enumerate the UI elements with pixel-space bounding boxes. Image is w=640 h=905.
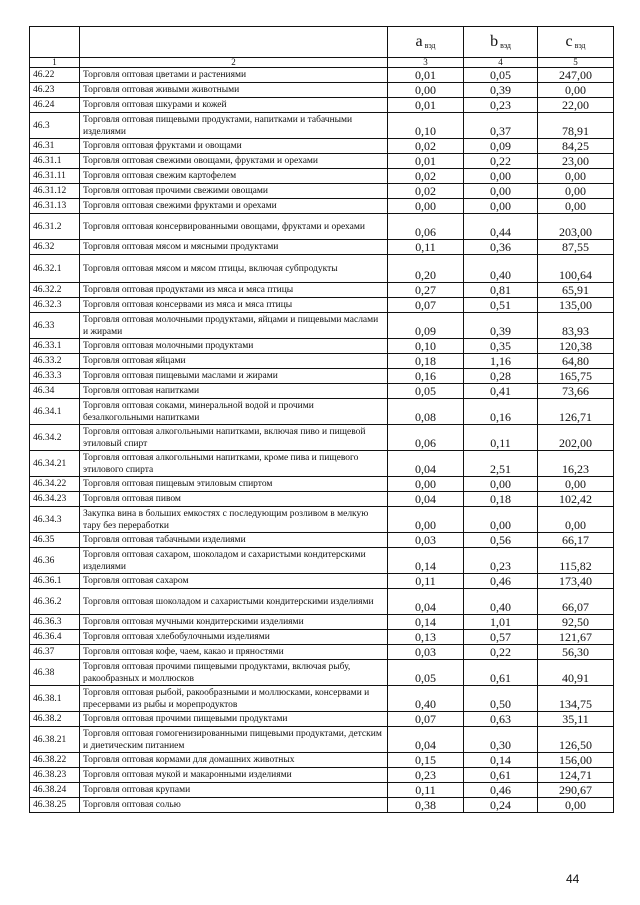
row-code: 46.31 — [30, 139, 80, 154]
row-value-b: 0,09 — [464, 139, 538, 154]
row-value-a: 0,02 — [388, 169, 464, 184]
row-value-b: 0,23 — [464, 548, 538, 574]
row-name: Торговля оптовая свежими овощами, фруктами и орехами — [80, 154, 388, 169]
row-name: Торговля оптовая кофе, чаем, какао и пряностями — [80, 645, 388, 660]
row-value-b: 2,51 — [464, 451, 538, 477]
row-code: 46.33.3 — [30, 369, 80, 384]
table-row — [30, 255, 614, 283]
row-name: Торговля оптовая солью — [80, 798, 388, 813]
row-value-b: 0,11 — [464, 425, 538, 451]
row-code: 46.36.3 — [30, 615, 80, 630]
row-value-c: 56,30 — [538, 645, 614, 660]
row-name: Торговля оптовая мясом и мясом птицы, включая субпродукты — [80, 255, 388, 283]
row-value-c: 87,55 — [538, 240, 614, 255]
row-value-b: 0,51 — [464, 298, 538, 313]
row-value-c: 134,75 — [538, 686, 614, 712]
row-value-c: 83,93 — [538, 313, 614, 339]
row-value-b: 0,00 — [464, 507, 538, 533]
row-name: Торговля оптовая рыбой, ракообразными и моллюсками, консервами и пресервами из рыбы и морепродуктов — [80, 686, 388, 712]
row-value-a: 0,01 — [388, 154, 464, 169]
row-value-b: 0,35 — [464, 339, 538, 354]
row-value-c: 173,40 — [538, 574, 614, 589]
row-value-b: 0,00 — [464, 169, 538, 184]
row-value-a: 0,05 — [388, 660, 464, 686]
row-value-a: 0,14 — [388, 548, 464, 574]
row-value-b: 0,41 — [464, 384, 538, 399]
row-code: 46.33.2 — [30, 354, 80, 369]
row-value-b: 1,01 — [464, 615, 538, 630]
row-code: 46.32.1 — [30, 255, 80, 283]
row-value-c: 66,17 — [538, 533, 614, 548]
row-code: 46.34 — [30, 384, 80, 399]
row-value-a: 0,06 — [388, 425, 464, 451]
row-value-b: 0,00 — [464, 477, 538, 492]
header-col-b — [464, 27, 538, 58]
table-row — [30, 399, 614, 425]
row-name: Торговля оптовая прочими свежими овощами — [80, 184, 388, 199]
row-value-b: 0,22 — [464, 154, 538, 169]
table-row — [30, 139, 614, 154]
table-row — [30, 240, 614, 255]
table-row — [30, 98, 614, 113]
row-code: 46.38.22 — [30, 753, 80, 768]
row-name: Торговля оптовая хлебобулочными изделиями — [80, 630, 388, 645]
row-code: 46.31.11 — [30, 169, 80, 184]
row-value-a: 0,02 — [388, 139, 464, 154]
row-value-c: 0,00 — [538, 798, 614, 813]
table-row — [30, 451, 614, 477]
row-value-a: 0,00 — [388, 477, 464, 492]
table-body — [30, 68, 614, 813]
row-value-c: 165,75 — [538, 369, 614, 384]
row-value-b: 0,81 — [464, 283, 538, 298]
table-row — [30, 83, 614, 98]
row-value-c: 65,91 — [538, 283, 614, 298]
header-code — [30, 27, 80, 58]
table-row — [30, 354, 614, 369]
column-number: 3 — [388, 58, 464, 68]
row-value-b: 0,23 — [464, 98, 538, 113]
row-value-b: 0,36 — [464, 240, 538, 255]
row-value-a: 0,20 — [388, 255, 464, 283]
row-name: Торговля оптовая табачными изделиями — [80, 533, 388, 548]
row-name: Торговля оптовая кормами для домашних животных — [80, 753, 388, 768]
row-code: 46.34.2 — [30, 425, 80, 451]
row-value-c: 0,00 — [538, 477, 614, 492]
row-code: 46.22 — [30, 68, 80, 83]
row-value-c: 156,00 — [538, 753, 614, 768]
table-row — [30, 615, 614, 630]
row-name: Торговля оптовая мукой и макаронными изделиями — [80, 768, 388, 783]
table-row — [30, 783, 614, 798]
table-row — [30, 477, 614, 492]
row-value-a: 0,14 — [388, 615, 464, 630]
row-value-a: 0,11 — [388, 574, 464, 589]
row-name: Торговля оптовая свежим картофелем — [80, 169, 388, 184]
table-row — [30, 154, 614, 169]
row-code: 46.34.1 — [30, 399, 80, 425]
table-row — [30, 660, 614, 686]
row-code: 46.35 — [30, 533, 80, 548]
row-name: Торговля оптовая пищевым этиловым спиртом — [80, 477, 388, 492]
row-value-a: 0,00 — [388, 507, 464, 533]
row-code: 46.34.21 — [30, 451, 80, 477]
row-name: Торговля оптовая крупами — [80, 783, 388, 798]
row-value-a: 0,11 — [388, 783, 464, 798]
row-value-a: 0,16 — [388, 369, 464, 384]
table-row — [30, 184, 614, 199]
row-name: Торговля оптовая мясом и мясными продуктами — [80, 240, 388, 255]
row-value-a: 0,04 — [388, 451, 464, 477]
row-code: 46.33 — [30, 313, 80, 339]
row-value-c: 126,71 — [538, 399, 614, 425]
coefficients-table — [29, 26, 614, 813]
row-value-a: 0,06 — [388, 214, 464, 240]
table-row — [30, 768, 614, 783]
row-value-a: 0,04 — [388, 727, 464, 753]
row-code: 46.36.1 — [30, 574, 80, 589]
table-row — [30, 384, 614, 399]
row-value-b: 0,61 — [464, 660, 538, 686]
row-value-a: 0,04 — [388, 589, 464, 615]
row-name: Торговля оптовая сахаром — [80, 574, 388, 589]
column-number: 2 — [80, 58, 388, 68]
row-name: Торговля оптовая прочими пищевыми продуктами, включая рыбу, ракообразных и моллюсков — [80, 660, 388, 686]
row-value-c: 22,00 — [538, 98, 614, 113]
row-value-c: 135,00 — [538, 298, 614, 313]
row-name: Торговля оптовая консервами из мяса и мяса птицы — [80, 298, 388, 313]
row-name: Торговля оптовая пищевыми маслами и жирами — [80, 369, 388, 384]
row-value-c: 64,80 — [538, 354, 614, 369]
header-col-c-letter: c — [565, 33, 573, 50]
row-value-b: 0,40 — [464, 589, 538, 615]
row-code: 46.36.2 — [30, 589, 80, 615]
row-code: 46.31.1 — [30, 154, 80, 169]
row-name: Торговля оптовая сахаром, шоколадом и сахаристыми кондитерскими изделиями — [80, 548, 388, 574]
row-value-c: 247,00 — [538, 68, 614, 83]
table-row — [30, 574, 614, 589]
row-code: 46.33.1 — [30, 339, 80, 354]
row-value-a: 0,02 — [388, 184, 464, 199]
table-row — [30, 548, 614, 574]
page-number: 44 — [566, 872, 580, 886]
row-value-b: 0,00 — [464, 199, 538, 214]
table-row — [30, 686, 614, 712]
row-name: Торговля оптовая алкогольными напитками, включая пиво и пищевой этиловый спирт — [80, 425, 388, 451]
row-value-a: 0,10 — [388, 113, 464, 139]
row-name: Торговля оптовая алкогольными напитками, кроме пива и пищевого этилового спирта — [80, 451, 388, 477]
row-code: 46.38.2 — [30, 712, 80, 727]
row-value-a: 0,01 — [388, 98, 464, 113]
header-col-c — [538, 27, 614, 58]
row-value-c: 120,38 — [538, 339, 614, 354]
row-value-a: 0,03 — [388, 533, 464, 548]
header-col-a-letter: a — [415, 33, 423, 50]
row-value-b: 0,61 — [464, 768, 538, 783]
row-name: Торговля оптовая цветами и растениями — [80, 68, 388, 83]
row-value-c: 16,23 — [538, 451, 614, 477]
table-row — [30, 283, 614, 298]
row-code: 46.34.3 — [30, 507, 80, 533]
row-value-a: 0,27 — [388, 283, 464, 298]
table-row — [30, 214, 614, 240]
header-col-a — [388, 27, 464, 58]
table-row — [30, 113, 614, 139]
row-value-b: 0,28 — [464, 369, 538, 384]
row-value-a: 0,01 — [388, 68, 464, 83]
table-row — [30, 199, 614, 214]
row-value-a: 0,00 — [388, 199, 464, 214]
row-value-c: 121,67 — [538, 630, 614, 645]
row-value-a: 0,40 — [388, 686, 464, 712]
row-value-c: 0,00 — [538, 507, 614, 533]
row-value-c: 23,00 — [538, 154, 614, 169]
row-name: Торговля оптовая пищевыми продуктами, напитками и табачными изделиями — [80, 113, 388, 139]
row-value-b: 0,24 — [464, 798, 538, 813]
row-value-b: 0,14 — [464, 753, 538, 768]
row-value-a: 0,07 — [388, 712, 464, 727]
row-value-b: 0,56 — [464, 533, 538, 548]
row-value-b: 1,16 — [464, 354, 538, 369]
row-value-b: 0,63 — [464, 712, 538, 727]
row-value-a: 0,11 — [388, 240, 464, 255]
row-value-a: 0,00 — [388, 83, 464, 98]
row-value-c: 40,91 — [538, 660, 614, 686]
row-name: Торговля оптовая напитками — [80, 384, 388, 399]
row-value-b: 0,37 — [464, 113, 538, 139]
row-value-a: 0,13 — [388, 630, 464, 645]
column-number-row — [30, 58, 614, 68]
row-value-c: 115,82 — [538, 548, 614, 574]
row-code: 46.36 — [30, 548, 80, 574]
row-value-c: 124,71 — [538, 768, 614, 783]
row-value-a: 0,08 — [388, 399, 464, 425]
row-value-c: 0,00 — [538, 184, 614, 199]
row-value-a: 0,04 — [388, 492, 464, 507]
table-row — [30, 492, 614, 507]
row-name: Торговля оптовая шкурами и кожей — [80, 98, 388, 113]
table-row — [30, 589, 614, 615]
row-value-c: 203,00 — [538, 214, 614, 240]
row-value-b: 0,00 — [464, 184, 538, 199]
row-code: 46.37 — [30, 645, 80, 660]
row-name: Торговля оптовая пивом — [80, 492, 388, 507]
column-number: 1 — [30, 58, 80, 68]
row-name: Торговля оптовая соками, минеральной водой и прочими безалкогольными напитками — [80, 399, 388, 425]
row-name: Торговля оптовая яйцами — [80, 354, 388, 369]
row-code: 46.31.12 — [30, 184, 80, 199]
table-row — [30, 68, 614, 83]
row-name: Торговля оптовая прочими пищевыми продуктами — [80, 712, 388, 727]
row-code: 46.34.22 — [30, 477, 80, 492]
column-number: 4 — [464, 58, 538, 68]
row-value-b: 0,40 — [464, 255, 538, 283]
table-row — [30, 339, 614, 354]
table-header-row — [30, 27, 614, 58]
header-col-b-sub: вэд — [500, 41, 511, 50]
row-code: 46.38.1 — [30, 686, 80, 712]
row-value-c: 73,66 — [538, 384, 614, 399]
table-row — [30, 630, 614, 645]
table-row — [30, 313, 614, 339]
row-name: Торговля оптовая молочными продуктами, яйцами и пищевыми маслами и жирами — [80, 313, 388, 339]
row-value-b: 0,16 — [464, 399, 538, 425]
header-name — [80, 27, 388, 58]
table-row — [30, 169, 614, 184]
row-code: 46.32.2 — [30, 283, 80, 298]
row-value-c: 0,00 — [538, 83, 614, 98]
row-value-b: 0,44 — [464, 214, 538, 240]
row-value-b: 0,05 — [464, 68, 538, 83]
row-value-b: 0,39 — [464, 313, 538, 339]
header-col-a-sub: вэд — [424, 41, 436, 50]
table-row — [30, 712, 614, 727]
row-value-c: 102,42 — [538, 492, 614, 507]
row-name: Торговля оптовая гомогенизированными пищевыми продуктами, детским и диетическим питанием — [80, 727, 388, 753]
row-value-a: 0,38 — [388, 798, 464, 813]
row-code: 46.32 — [30, 240, 80, 255]
row-value-b: 0,46 — [464, 783, 538, 798]
column-number: 5 — [538, 58, 614, 68]
row-value-b: 0,46 — [464, 574, 538, 589]
row-name: Закупка вина в больших емкостях с последующим розливом в мелкую тару без переработки — [80, 507, 388, 533]
row-name: Торговля оптовая свежими фруктами и орехами — [80, 199, 388, 214]
row-value-a: 0,05 — [388, 384, 464, 399]
row-code: 46.3 — [30, 113, 80, 139]
row-value-c: 100,64 — [538, 255, 614, 283]
table-row — [30, 798, 614, 813]
row-value-a: 0,03 — [388, 645, 464, 660]
row-value-b: 0,30 — [464, 727, 538, 753]
table-row — [30, 753, 614, 768]
table-row — [30, 298, 614, 313]
row-value-a: 0,15 — [388, 753, 464, 768]
row-code: 46.38.25 — [30, 798, 80, 813]
row-value-c: 84,25 — [538, 139, 614, 154]
table-row — [30, 645, 614, 660]
row-value-a: 0,09 — [388, 313, 464, 339]
row-name: Торговля оптовая молочными продуктами — [80, 339, 388, 354]
row-value-b: 0,57 — [464, 630, 538, 645]
row-value-b: 0,22 — [464, 645, 538, 660]
header-col-c-sub: вэд — [574, 41, 586, 50]
table-row — [30, 507, 614, 533]
table-row — [30, 369, 614, 384]
row-value-a: 0,23 — [388, 768, 464, 783]
row-code: 46.23 — [30, 83, 80, 98]
row-code: 46.38.21 — [30, 727, 80, 753]
row-code: 46.38.24 — [30, 783, 80, 798]
row-value-c: 92,50 — [538, 615, 614, 630]
row-value-b: 0,50 — [464, 686, 538, 712]
table-row — [30, 425, 614, 451]
row-value-c: 35,11 — [538, 712, 614, 727]
row-value-b: 0,39 — [464, 83, 538, 98]
row-value-c: 202,00 — [538, 425, 614, 451]
row-value-a: 0,10 — [388, 339, 464, 354]
row-value-c: 126,50 — [538, 727, 614, 753]
row-code: 46.24 — [30, 98, 80, 113]
row-code: 46.31.13 — [30, 199, 80, 214]
row-name: Торговля оптовая продуктами из мяса и мяса птицы — [80, 283, 388, 298]
row-code: 46.31.2 — [30, 214, 80, 240]
table-row — [30, 533, 614, 548]
row-value-a: 0,07 — [388, 298, 464, 313]
row-code: 46.38.23 — [30, 768, 80, 783]
row-value-c: 66,07 — [538, 589, 614, 615]
row-name: Торговля оптовая фруктами и овощами — [80, 139, 388, 154]
row-value-c: 290,67 — [538, 783, 614, 798]
row-value-c: 0,00 — [538, 199, 614, 214]
row-value-b: 0,18 — [464, 492, 538, 507]
header-col-b-letter: b — [490, 33, 499, 50]
row-code: 46.34.23 — [30, 492, 80, 507]
row-code: 46.36.4 — [30, 630, 80, 645]
row-code: 46.32.3 — [30, 298, 80, 313]
row-name: Торговля оптовая шоколадом и сахаристыми кондитерскими изделиями — [80, 589, 388, 615]
row-name: Торговля оптовая консервированными овощами, фруктами и орехами — [80, 214, 388, 240]
row-code: 46.38 — [30, 660, 80, 686]
row-name: Торговля оптовая мучными кондитерскими изделиями — [80, 615, 388, 630]
row-value-c: 0,00 — [538, 169, 614, 184]
row-name: Торговля оптовая живыми животными — [80, 83, 388, 98]
row-value-c: 78,91 — [538, 113, 614, 139]
table-row — [30, 727, 614, 753]
row-value-a: 0,18 — [388, 354, 464, 369]
